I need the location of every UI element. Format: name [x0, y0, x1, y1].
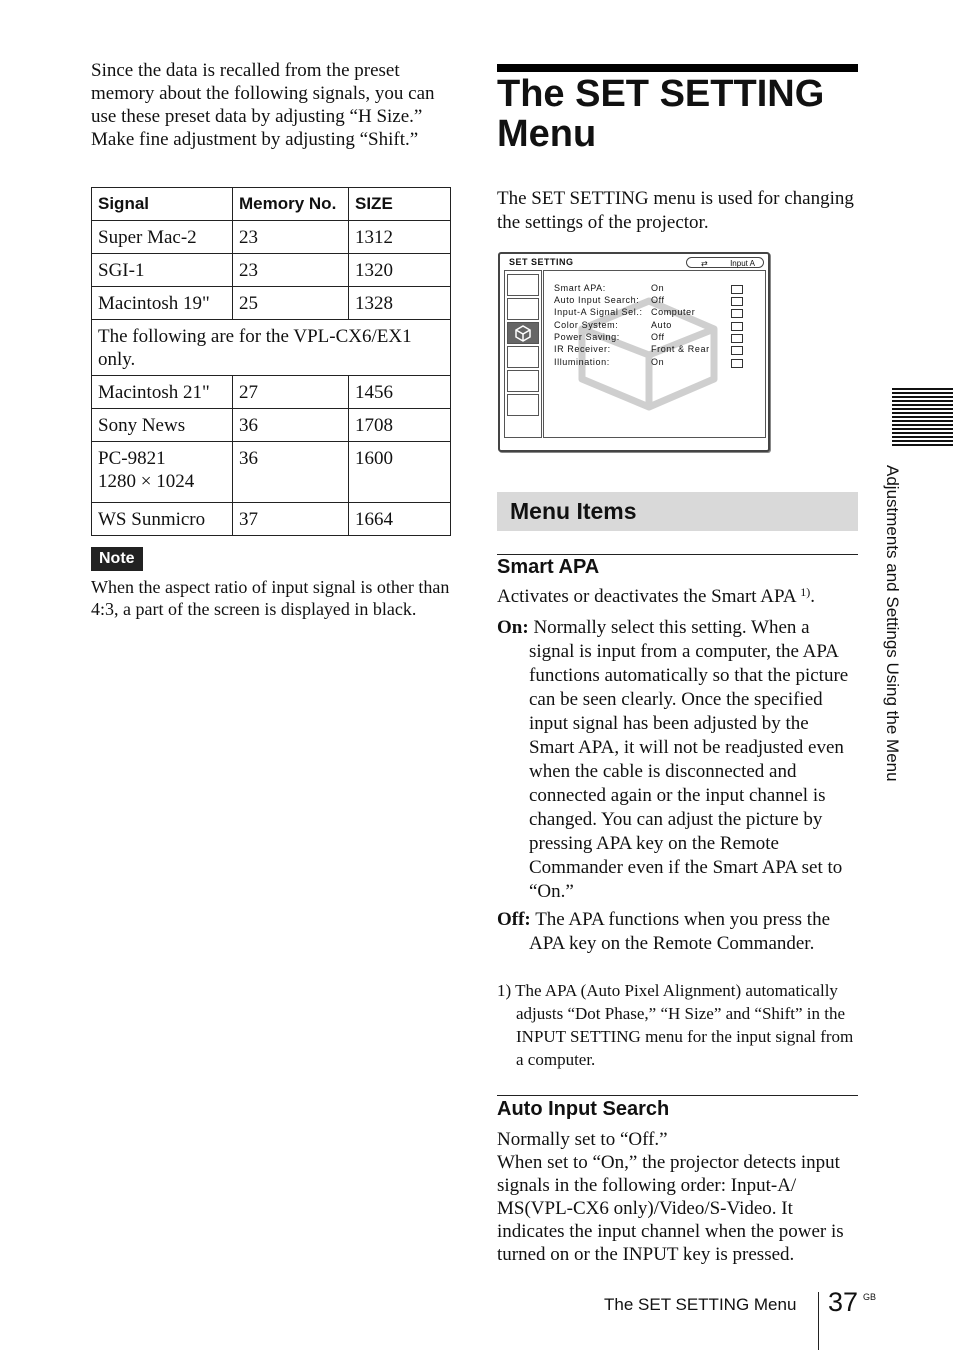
osd-row-value: Auto [651, 320, 672, 330]
page-suffix: GB [863, 1292, 877, 1302]
auto-input-line1: Normally set to “Off.” [497, 1129, 668, 1150]
table-cell: 27 [233, 376, 349, 409]
on-option [497, 616, 858, 904]
table-cell: 23 [233, 254, 349, 287]
table-cell: WS Sunmicro [92, 503, 233, 536]
osd-row-value: On [651, 283, 665, 293]
information-menu-icon [507, 394, 539, 416]
table-cell: 1600 [349, 442, 451, 503]
osd-menu-tabs [504, 270, 542, 438]
osd-row-value: On [651, 357, 665, 367]
table-header-row [92, 188, 451, 221]
table-span-cell: The following are for the VPL-CX6/EX1 only. [92, 320, 451, 376]
title-rule [497, 64, 858, 72]
column-header: Memory No. [233, 188, 349, 221]
footer-divider [818, 1292, 819, 1350]
color-system-icon [731, 322, 743, 331]
note-label: Note [91, 547, 143, 571]
osd-row-label: Auto Input Search: [554, 295, 640, 305]
table-cell: 25 [233, 287, 349, 320]
page-title: The SET SETTING Menu [497, 73, 825, 155]
smart-apa-desc-text: Activates or deactivates the Smart APA [497, 586, 796, 607]
set-setting-menu-icon [507, 322, 539, 344]
box-icon [508, 323, 538, 343]
intro-paragraph: Since the data is recalled from the preset memory about the following signals, you can use these preset data by adjusting “H Size.” Make fine adjustment by adjusting “Shift.” [91, 60, 435, 150]
note-text: When the aspect ratio of input signal is other than 4:3, a part of the screen is displayed in black. [91, 577, 450, 619]
osd-input-label: Input A [730, 259, 755, 268]
signal-table [91, 187, 451, 536]
page-number: 37 [828, 1287, 859, 1317]
osd-input-indicator [686, 257, 764, 268]
table-row [92, 503, 451, 536]
table-cell: 36 [233, 442, 349, 503]
table-cell: 36 [233, 409, 349, 442]
table-cell: 1320 [349, 254, 451, 287]
menu-items-heading: Menu Items [510, 498, 637, 524]
auto-input-heading: Auto Input Search [497, 1098, 670, 1120]
smart-apa-description: Activates or deactivates the Smart APA $^{1)}$. [497, 585, 815, 607]
table-row [92, 221, 451, 254]
table-cell: 1328 [349, 287, 451, 320]
section-intro: The SET SETTING menu is used for changing the settings of the projector. [497, 188, 854, 233]
table-cell: 1708 [349, 409, 451, 442]
table-row [92, 320, 451, 376]
table-cell: 1664 [349, 503, 451, 536]
osd-row-label: Color System: [554, 320, 619, 330]
osd-title: SET SETTING [509, 257, 574, 267]
table-cell: 23 [233, 221, 349, 254]
osd-row-value: Off [651, 332, 665, 342]
osd-row-label: Smart APA: [554, 283, 606, 293]
column-header: SIZE [349, 188, 451, 221]
set-setting-osd [498, 252, 770, 452]
osd-row-label: Power Saving: [554, 332, 620, 342]
off-term: Off: [497, 909, 531, 930]
table-cell: Sony News [92, 409, 233, 442]
section-divider [497, 1095, 858, 1096]
osd-settings-panel [543, 270, 766, 438]
side-tab [872, 465, 912, 825]
off-description: The APA functions when you press the APA key on the Remote Commander. [529, 909, 831, 954]
table-row [92, 409, 451, 442]
osd-row-value: Front & Rear [651, 344, 710, 354]
table-row [92, 442, 451, 503]
table-row [92, 287, 451, 320]
input-menu-icon [507, 298, 539, 320]
table-row [92, 254, 451, 287]
installation-menu-icon [507, 370, 539, 392]
picture-menu-icon [507, 274, 539, 296]
footnote: 1) The APA (Auto Pixel Alignment) automatically adjusts “Dot Phase,” “H Size” and “Shift” in the INPUT SETTING menu for the input signal from a computer. [497, 981, 854, 1069]
power-saving-icon [731, 334, 743, 343]
table-cell: 1312 [349, 221, 451, 254]
table-cell: 37 [233, 503, 349, 536]
ir-receiver-icon [731, 346, 743, 355]
osd-row-value: Off [651, 295, 665, 305]
table-cell: 1456 [349, 376, 451, 409]
footer-section-title: The SET SETTING Menu [604, 1295, 797, 1314]
table-row [92, 376, 451, 409]
table-cell: Super Mac-2 [92, 221, 233, 254]
smart-apa-icon [731, 285, 743, 294]
table-cell: Macintosh 19" [92, 287, 233, 320]
osd-row-label: Input-A Signal Sel.: [554, 307, 643, 317]
side-tab-lines [892, 388, 953, 448]
osd-row-label: IR Receiver: [554, 344, 611, 354]
menu-setting-icon [507, 346, 539, 368]
osd-row-value: Computer [651, 307, 696, 317]
smart-apa-heading: Smart APA [497, 556, 600, 578]
table-cell [92, 442, 233, 503]
auto-input-text: When set to “On,” the projector detects input signals in the following order: Input-A/ MS(VPL-CX6 only)/Video/S-Video. It indicates the input channel when the power is turned on or the INPUT key is pressed. [497, 1152, 844, 1265]
osd-row-label: Illumination: [554, 357, 610, 367]
on-term: On: [497, 617, 529, 638]
signal-select-icon [731, 309, 743, 318]
on-description: Normally select this setting. When a signal is input from a computer, the APA functions automatically so that the picture can be seen clearly. Once the specified input signal has been adjusted by the Smart APA, it will not be readjusted even when the cable is disconnected and connected again or the input channel is changed. You can adjust the picture by pressing APA key on the Remote Commander even if the Smart APA set to “On.” [529, 617, 849, 902]
column-header: Signal [92, 188, 233, 221]
auto-input-icon [731, 297, 743, 306]
table-cell: Macintosh 21" [92, 376, 233, 409]
side-tab-label: Adjustments and Settings Using the Menu [883, 465, 902, 782]
input-icon: ⇄ [701, 259, 708, 268]
table-cell-line: 1280 × 1024 [98, 471, 195, 492]
off-option [497, 908, 858, 956]
table-cell: SGI-1 [92, 254, 233, 287]
illumination-icon [731, 359, 743, 368]
footnote-ref: 1) [800, 585, 811, 599]
table-cell-line: PC-9821 [98, 448, 166, 469]
